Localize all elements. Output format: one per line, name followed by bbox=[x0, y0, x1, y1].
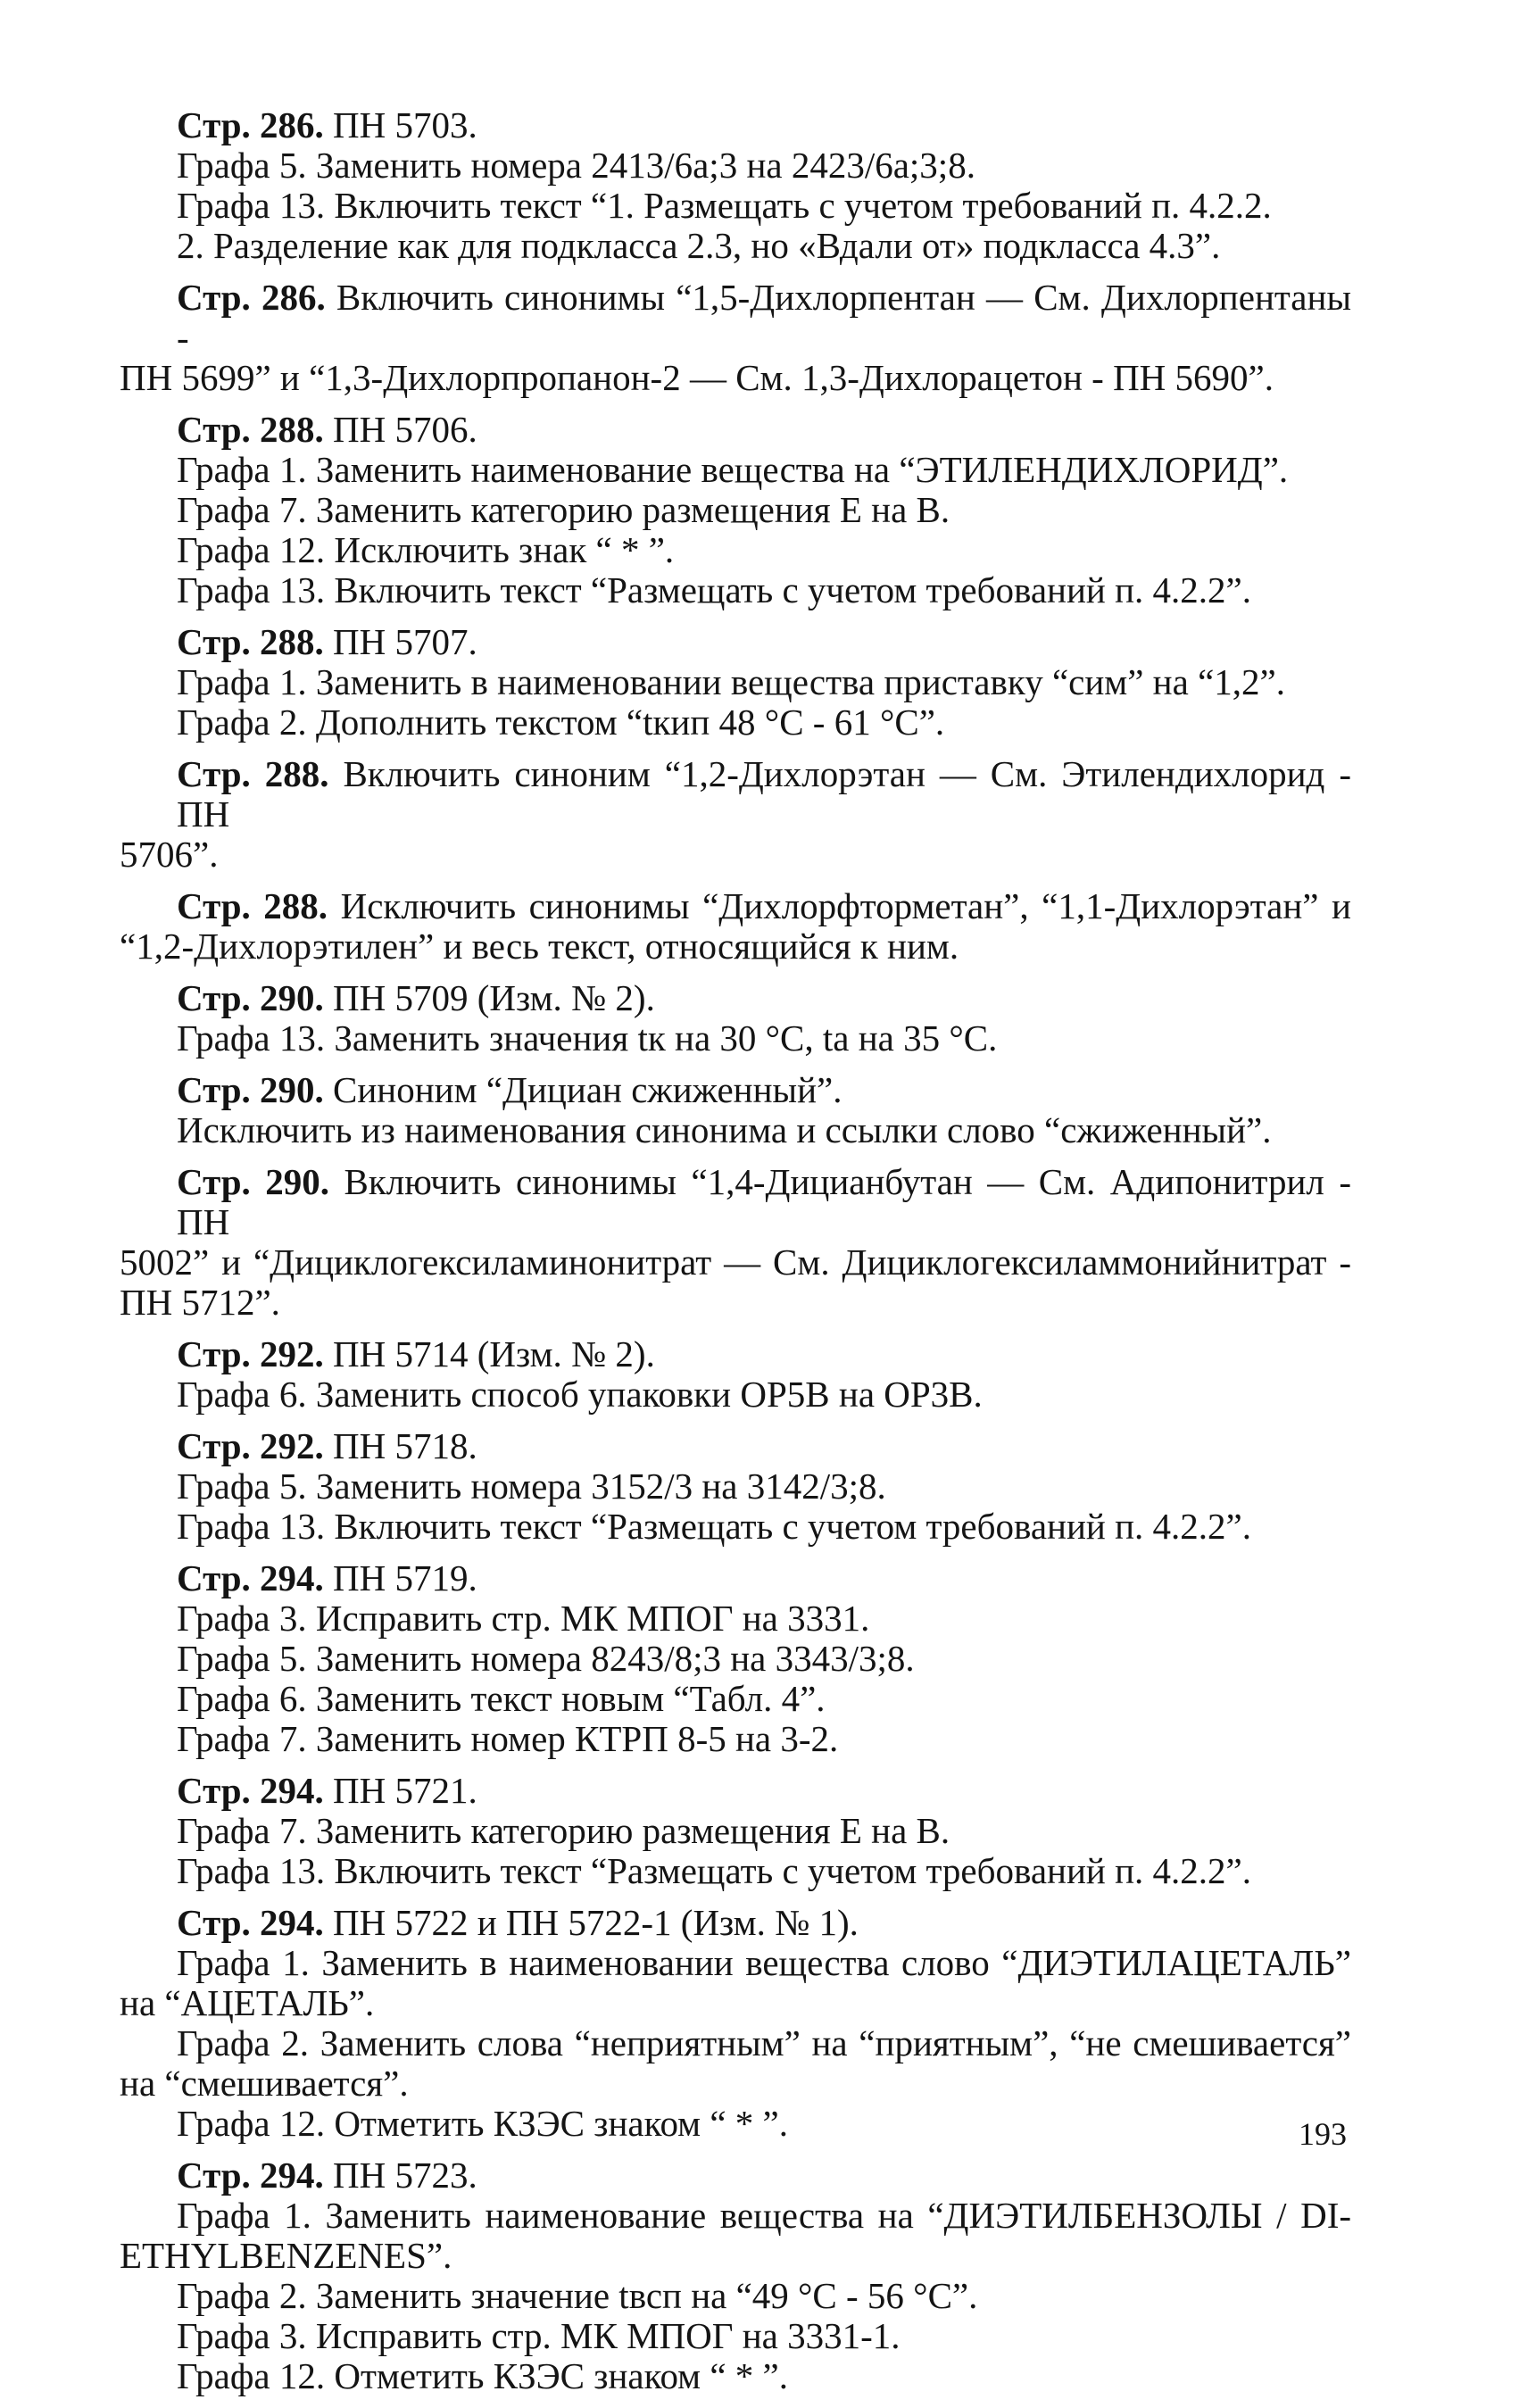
entry-text: ПН 5718. bbox=[323, 1425, 477, 1466]
entry-text: Графа 6. Заменить текст новым “Табл. 4”. bbox=[177, 1678, 826, 1719]
entry-line bbox=[120, 978, 1351, 1018]
entry-line bbox=[120, 278, 1351, 358]
entry-line bbox=[120, 702, 1351, 743]
entry-text: Графа 13. Включить текст “1. Размещать с учетом требований п. 4.2.2. bbox=[177, 185, 1272, 226]
entry-text: ПН 5714 (Изм. № 2). bbox=[323, 1333, 655, 1374]
entry-text: ПН 5703. bbox=[323, 104, 477, 145]
entry-line bbox=[120, 2276, 1351, 2316]
entry-text: Графа 7. Заменить номер КТРП 8-5 на 3-2. bbox=[177, 1718, 839, 1759]
entry-line bbox=[120, 570, 1351, 610]
amendment-entry bbox=[120, 278, 1351, 398]
entry-line bbox=[120, 2316, 1351, 2356]
amendment-entry bbox=[120, 622, 1351, 743]
entry-line bbox=[120, 1943, 1351, 1983]
entry-line bbox=[120, 2155, 1351, 2196]
entry-line bbox=[120, 226, 1351, 266]
entry-text: 5002” и “Дициклогексиламинонитрат — См. Дициклогексиламмонийнитрат - bbox=[120, 1241, 1351, 1283]
entry-text: Графа 1. Заменить в наименовании вещества слово “ДИЭТИЛАЦЕТАЛЬ” bbox=[177, 1942, 1351, 1983]
entry-text: Графа 1. Заменить наименование вещества на “ДИЭТИЛБЕНЗОЛЫ / DI- bbox=[177, 2195, 1351, 2236]
page-reference: Стр. 292. bbox=[177, 1333, 324, 1374]
entry-line bbox=[120, 105, 1351, 145]
entry-line bbox=[120, 1466, 1351, 1507]
entry-line bbox=[120, 450, 1351, 490]
page-reference: Стр. 294. bbox=[177, 1770, 324, 1811]
page-reference: Стр. 292. bbox=[177, 1425, 324, 1466]
entry-line bbox=[120, 1639, 1351, 1679]
entry-line bbox=[120, 1018, 1351, 1059]
entry-line bbox=[120, 1426, 1351, 1466]
entry-text: Графа 3. Исправить стр. МК МПОГ на 3331. bbox=[177, 1598, 870, 1639]
entry-text: ПН 5712”. bbox=[120, 1282, 280, 1323]
entry-line bbox=[120, 1811, 1351, 1851]
entry-text: Графа 5. Заменить номера 8243/8;3 на 3343/3;8. bbox=[177, 1638, 915, 1679]
entry-line bbox=[120, 1598, 1351, 1639]
page-reference: Стр. 294. bbox=[177, 1557, 324, 1598]
amendment-entry bbox=[120, 886, 1351, 967]
entry-text: Графа 5. Заменить номера 3152/3 на 3142/3;8. bbox=[177, 1466, 886, 1507]
entry-line bbox=[120, 145, 1351, 186]
entry-text: Графа 3. Исправить стр. МК МПОГ на 3331-1. bbox=[177, 2315, 901, 2356]
entry-text: на “АЦЕТАЛЬ”. bbox=[120, 1982, 375, 2023]
entry-text: Включить синонимы “1,4-Дицианбутан — См. Адипонитрил - ПН bbox=[177, 1161, 1351, 1242]
page-reference: Стр. 290. bbox=[177, 1069, 324, 1110]
page-reference: Стр. 290. bbox=[177, 977, 324, 1018]
page-reference: Стр. 286. bbox=[177, 104, 324, 145]
amendment-entry bbox=[120, 978, 1351, 1059]
entry-line bbox=[120, 1679, 1351, 1719]
entry-text: 2. Разделение как для подкласса 2.3, но «Вдали от» подкласса 4.3”. bbox=[177, 225, 1221, 266]
entry-text: Исключить синонимы “Дихлорфторметан”, “1,1-Дихлорэтан” и bbox=[328, 885, 1351, 926]
entry-line bbox=[120, 186, 1351, 226]
entry-text: Синоним “Дициан сжиженный”. bbox=[323, 1069, 843, 1110]
entry-text: ПН 5706. bbox=[323, 409, 477, 450]
entry-text: ПН 5721. bbox=[323, 1770, 477, 1811]
amendment-entry bbox=[120, 1426, 1351, 1547]
entry-line bbox=[120, 1507, 1351, 1547]
entry-line bbox=[120, 358, 1351, 398]
entry-line bbox=[120, 1558, 1351, 1598]
entry-text: ПН 5719. bbox=[323, 1557, 477, 1598]
entry-text: Графа 1. Заменить наименование вещества на “ЭТИЛЕНДИХЛОРИД”. bbox=[177, 449, 1289, 490]
entry-text: Графа 2. Заменить слова “неприятным” на “приятным”, “не смешивается” bbox=[177, 2022, 1351, 2063]
amendment-entry bbox=[120, 1070, 1351, 1150]
entry-text: Графа 2. Дополнить текстом “tкип 48 °С - 61 °С”. bbox=[177, 702, 945, 743]
entry-line bbox=[120, 662, 1351, 702]
entry-line bbox=[120, 1110, 1351, 1150]
entry-text: Графа 7. Заменить категорию размещения Е на В. bbox=[177, 1810, 950, 1851]
entry-line bbox=[120, 490, 1351, 530]
entry-line bbox=[120, 2104, 1351, 2144]
entry-text: Графа 12. Исключить знак “ * ”. bbox=[177, 529, 675, 570]
entry-text: Графа 5. Заменить номера 2413/6а;3 на 2423/6а;3;8. bbox=[177, 145, 975, 186]
amendment-list bbox=[120, 105, 1351, 2408]
amendment-entry bbox=[120, 754, 1351, 875]
entry-text: ПН 5707. bbox=[323, 621, 477, 662]
entry-line bbox=[120, 754, 1351, 834]
entry-text: ПН 5722 и ПН 5722-1 (Изм. № 1). bbox=[323, 1902, 859, 1943]
page-reference: Стр. 288. bbox=[177, 621, 324, 662]
entry-text: Графа 2. Заменить значение tвсп на “49 °С - 56 °С”. bbox=[177, 2275, 978, 2316]
entry-text: Исключить из наименования синонима и ссылки слово “сжиженный”. bbox=[177, 1109, 1272, 1150]
entry-line bbox=[120, 1719, 1351, 1759]
entry-line bbox=[120, 1374, 1351, 1415]
amendment-entry bbox=[120, 1771, 1351, 1891]
entry-line bbox=[120, 530, 1351, 570]
entry-text: Графа 13. Включить текст “Размещать с учетом требований п. 4.2.2”. bbox=[177, 569, 1251, 610]
entry-line bbox=[120, 1334, 1351, 1374]
page-reference: Стр. 286. bbox=[177, 277, 326, 318]
entry-line bbox=[120, 1903, 1351, 1943]
entry-text: Графа 13. Включить текст “Размещать с учетом требований п. 4.2.2”. bbox=[177, 1506, 1251, 1547]
entry-line bbox=[120, 834, 1351, 875]
entry-line bbox=[120, 1851, 1351, 1891]
entry-text: Графа 1. Заменить в наименовании вещества приставку “сим” на “1,2”. bbox=[177, 661, 1285, 702]
amendment-entry bbox=[120, 410, 1351, 610]
page-reference: Стр. 290. bbox=[177, 1161, 329, 1202]
page-reference: Стр. 288. bbox=[177, 753, 329, 794]
amendment-entry bbox=[120, 1334, 1351, 1415]
entry-line bbox=[120, 622, 1351, 662]
page-number: 193 bbox=[1299, 2116, 1347, 2152]
entry-text: Графа 12. Отметить КЗЭС знаком “ * ”. bbox=[177, 2103, 789, 2144]
entry-text: Графа 13. Заменить значения tк на 30 °С, tа на 35 °С. bbox=[177, 1017, 998, 1059]
page-reference: Стр. 288. bbox=[177, 409, 324, 450]
entry-text: ПН 5699” и “1,3-Дихлорпропанон-2 — См. 1,3-Дихлорацетон - ПН 5690”. bbox=[120, 357, 1274, 398]
page-reference: Стр. 294. bbox=[177, 1902, 324, 1943]
entry-text: Графа 12. Отметить КЗЭС знаком “ * ”. bbox=[177, 2355, 789, 2396]
entry-text: Включить синоним “1,2-Дихлорэтан — См. Этилендихлорид - ПН bbox=[177, 753, 1352, 834]
entry-text: ПН 5709 (Изм. № 2). bbox=[323, 977, 655, 1018]
entry-line bbox=[120, 410, 1351, 450]
entry-text: Графа 13. Включить текст “Размещать с учетом требований п. 4.2.2”. bbox=[177, 1850, 1251, 1891]
entry-text: на “смешивается”. bbox=[120, 2063, 409, 2104]
entry-line bbox=[120, 2023, 1351, 2063]
entry-text: 5706”. bbox=[120, 834, 219, 875]
entry-line bbox=[120, 1162, 1351, 1242]
amendment-entry bbox=[120, 105, 1351, 266]
entry-line bbox=[120, 926, 1351, 967]
amendment-entry bbox=[120, 1903, 1351, 2144]
entry-line bbox=[120, 1242, 1351, 1283]
entry-line bbox=[120, 2356, 1351, 2396]
entry-text: ПН 5723. bbox=[323, 2155, 477, 2196]
amendment-entry bbox=[120, 1558, 1351, 1759]
entry-line bbox=[120, 1283, 1351, 1323]
entry-line bbox=[120, 1771, 1351, 1811]
entry-text: Графа 7. Заменить категорию размещения Е на В. bbox=[177, 489, 950, 530]
entry-text: Включить синонимы “1,5-Дихлорпентан — См. Дихлорпентаны - bbox=[177, 277, 1351, 358]
entry-line bbox=[120, 1983, 1351, 2023]
entry-text: ETHYLBENZENES”. bbox=[120, 2235, 452, 2276]
page-reference: Стр. 294. bbox=[177, 2155, 324, 2196]
entry-line bbox=[120, 2196, 1351, 2236]
entry-line bbox=[120, 1070, 1351, 1110]
entry-text: Графа 6. Заменить способ упаковки ОР5В на ОР3В. bbox=[177, 1374, 983, 1415]
entry-line bbox=[120, 886, 1351, 926]
entry-text: “1,2-Дихлорэтилен” и весь текст, относящийся к ним. bbox=[120, 926, 959, 967]
entry-line bbox=[120, 2063, 1351, 2104]
page-reference: Стр. 288. bbox=[177, 885, 328, 926]
amendment-entry bbox=[120, 1162, 1351, 1323]
amendment-entry bbox=[120, 2155, 1351, 2396]
